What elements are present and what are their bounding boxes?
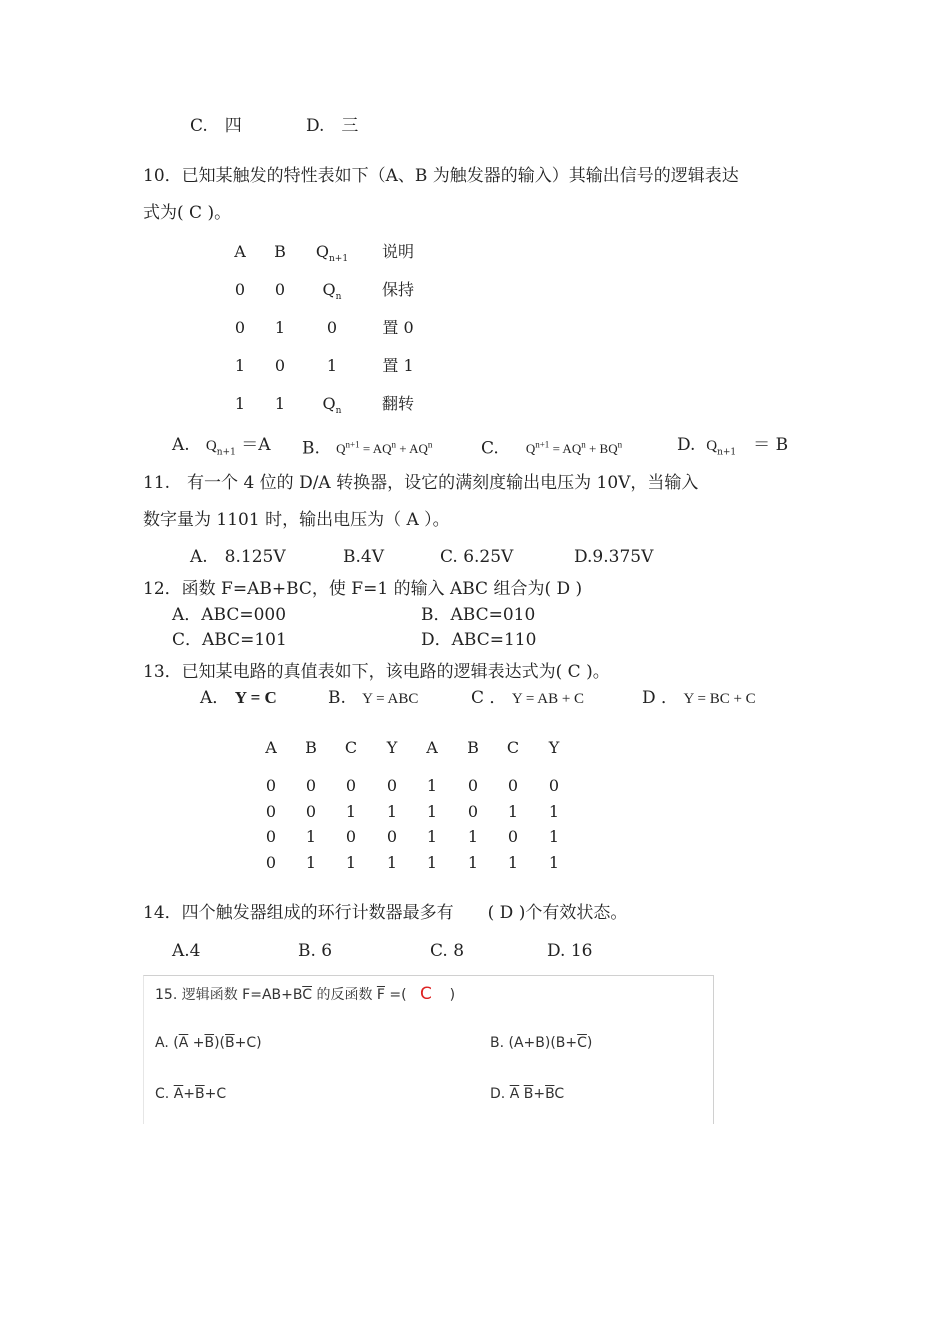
q13-cell: 0 (265, 827, 277, 846)
q10-header-b: B (274, 242, 286, 261)
q13-cell: 0 (507, 776, 519, 795)
q13-cell: 1 (548, 827, 560, 846)
q10-cell-qn: $Q_n$ (322, 394, 342, 417)
q13-header: B (467, 738, 479, 757)
q13-header: C (506, 738, 520, 757)
q13-cell: 1 (507, 802, 519, 821)
q10-cell: 0 (274, 280, 286, 299)
q13-cell: 1 (467, 853, 479, 872)
q10-header-desc: 说明 (381, 242, 414, 261)
q10-cell: 1 (274, 394, 286, 413)
q10-cell: 置 1 (382, 356, 414, 375)
q13-cell: 0 (305, 776, 317, 795)
q12-option-a: A．ABC=000 (172, 605, 287, 625)
q10-cell-qn: $Q_n$ (322, 280, 342, 303)
q12-option-c: C．ABC=101 (172, 630, 287, 650)
q10-option-b: B. $Q^{n+1} = AQ^n + AQ^n$ (302, 438, 433, 459)
q13-header: C (344, 738, 358, 757)
q10-cell: 1 (326, 356, 338, 375)
q13-cell: 1 (426, 827, 438, 846)
q13-header: A (426, 738, 438, 757)
q9-option-c: C. 四 (190, 116, 242, 136)
q13-option-d: D ． Y = BC + C (642, 688, 756, 708)
q13-cell: 0 (305, 802, 317, 821)
q13-header: Y (548, 738, 560, 757)
q10-cell: 1 (274, 318, 286, 337)
q13-stem: 13．已知某电路的真值表如下，该电路的逻辑表达式为( C )。 (143, 662, 610, 682)
q13-cell: 0 (386, 827, 398, 846)
q10-option-a: A. $Q_{n+1} =A$ (172, 435, 271, 458)
q10-cell: 0 (234, 280, 246, 299)
q10-cell: 置 0 (382, 318, 414, 337)
q13-cell: 1 (305, 853, 317, 872)
q13-header: Y (386, 738, 398, 757)
q13-cell: 0 (265, 776, 277, 795)
q13-cell: 0 (345, 776, 357, 795)
q12-option-b: B．ABC=010 (421, 605, 536, 625)
q13-cell: 0 (467, 776, 479, 795)
q10-cell: 1 (234, 356, 246, 375)
q13-option-c: C ． Y = AB + C (471, 688, 585, 708)
q14-option-b: B. 6 (298, 941, 333, 961)
q10-cell: 0 (274, 356, 286, 375)
q12-option-d: D．ABC=110 (421, 630, 537, 650)
q11-stem-line2: 数字量为 1101 时，输出电压为（ A ）。 (143, 510, 450, 530)
q11-stem-line1: 11. 有一个 4 位的 D/A 转换器，设它的满刻度输出电压为 10V，当输入 (143, 473, 699, 493)
q15-embedded-image (143, 975, 714, 1124)
q13-cell: 1 (548, 802, 560, 821)
q13-header: B (305, 738, 317, 757)
q11-option-b: B.4V (343, 547, 384, 567)
q13-cell: 0 (548, 776, 560, 795)
q15-option-b: B. $(A+B)(B+\overline{C})$ (490, 1035, 593, 1051)
q10-header-q: $Q_{n+1}$ (315, 242, 349, 265)
q10-stem-line2: 式为( C )。 (143, 203, 232, 223)
q10-header-a: A (234, 242, 246, 261)
q10-cell: 0 (326, 318, 338, 337)
q9-option-d: D. 三 (306, 116, 359, 136)
q13-cell: 0 (386, 776, 398, 795)
q14-option-a: A.4 (172, 941, 201, 961)
q13-cell: 0 (345, 827, 357, 846)
q13-cell: 0 (507, 827, 519, 846)
q14-option-c: C. 8 (430, 941, 465, 961)
q13-cell: 0 (265, 802, 277, 821)
q13-header: A (265, 738, 277, 757)
q10-cell: 0 (234, 318, 246, 337)
q10-stem-line1: 10．已知某触发的特性表如下（A、B 为触发器的输入）其输出信号的逻辑表达 (143, 166, 739, 186)
q15-option-c: C. $\overline{A}+\overline{B}+C$ (155, 1086, 227, 1102)
q13-cell: 1 (345, 853, 357, 872)
q13-cell: 1 (426, 853, 438, 872)
q13-cell: 0 (467, 802, 479, 821)
q15-option-a: A. $(\overline{A} +\overline{B})(\overline{B}+C)$ (155, 1035, 262, 1051)
q10-cell: 1 (234, 394, 246, 413)
q13-cell: 1 (467, 827, 479, 846)
q10-cell: 翻转 (381, 394, 414, 413)
q12-stem: 12．函数 F=AB+BC，使 F=1 的输入 ABC 组合为( D ) (143, 579, 583, 599)
q10-cell: 保持 (381, 280, 414, 299)
q13-cell: 1 (548, 853, 560, 872)
q10-option-d: D. $Q_{n+1}$ ＝ B (677, 435, 789, 458)
q13-cell: 1 (345, 802, 357, 821)
q14-option-d: D. 16 (547, 941, 593, 961)
q13-cell: 1 (305, 827, 317, 846)
q13-option-b: B. Y = ABC (328, 688, 419, 708)
q13-cell: 1 (426, 776, 438, 795)
q14-stem: 14．四个触发器组成的环行计数器最多有 ( D )个有效状态。 (143, 903, 628, 923)
q13-cell: 1 (507, 853, 519, 872)
q13-cell: 1 (386, 853, 398, 872)
q15-stem: 15. 逻辑函数 $F=AB+B\overline{C}$ 的反函数 $\overline{F}$ =( C ) (155, 984, 456, 1004)
q13-cell: 1 (386, 802, 398, 821)
q13-option-a: A． Y = C (200, 688, 277, 708)
q11-option-a: A. 8.125V (190, 547, 286, 567)
q13-cell: 0 (265, 853, 277, 872)
q13-cell: 1 (426, 802, 438, 821)
q15-answer: C (419, 984, 432, 1004)
q11-option-c: C. 6.25V (440, 547, 514, 567)
q15-option-d: D. $\overline{A}$ $\overline{B}+\overline{B}C$ (490, 1086, 565, 1102)
q10-option-c: C. $Q^{n+1} = AQ^n + BQ^n$ (481, 438, 623, 459)
q11-option-d: D.9.375V (574, 547, 654, 567)
